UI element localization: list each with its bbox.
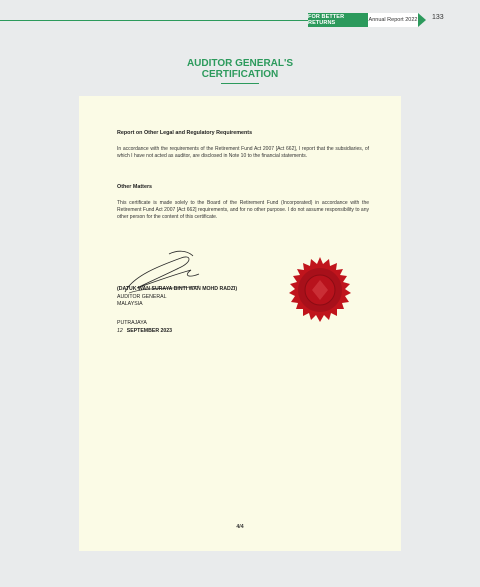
signatory-title: AUDITOR GENERAL bbox=[117, 293, 167, 300]
section-text-other: This certificate is made solely to the Board of the Retirement Fund (Incorporated) in accordance with the Retirement Fund Act 2007 [Act 662] requirements, and for no other purpose. I do not assume responsibility to any other person for the content of this certificate. bbox=[117, 200, 369, 220]
header-tag: FOR BETTER RETURNS bbox=[308, 13, 368, 27]
page-title-line2: CERTIFICATION bbox=[201, 69, 279, 80]
report-label: Annual Report 2022 bbox=[368, 13, 418, 27]
section-heading-other: Other Matters bbox=[117, 184, 153, 190]
date-text: SEPTEMBER 2023 bbox=[126, 328, 173, 334]
signatory-block bbox=[117, 286, 237, 309]
chevron-right-icon bbox=[418, 13, 426, 27]
place-city: PUTRAJAYA bbox=[117, 320, 147, 326]
official-seal-icon bbox=[285, 256, 355, 326]
section-text-legal: In accordance with the requirements of the Retirement Fund Act 2007 [Act 662], I report that the subsidiaries, of which I have not acted as auditor, are disclosed in Note 10 to the financial statements. bbox=[117, 146, 369, 159]
section-heading-legal: Report on Other Legal and Regulatory Requirements bbox=[117, 130, 253, 136]
title-underline bbox=[221, 83, 259, 84]
page-number: 133 bbox=[432, 14, 444, 21]
date-day: 12 bbox=[117, 328, 123, 334]
signatory-name: (DATUK WAN SURAYA BINTI WAN MOHD RADZI) bbox=[117, 286, 238, 292]
document-page-indicator: 4/4 bbox=[236, 524, 244, 530]
page-title bbox=[0, 58, 480, 80]
place-date-block bbox=[117, 319, 172, 335]
signatory-country: MALAYSIA bbox=[117, 301, 143, 307]
page-title-line1: AUDITOR GENERAL'S bbox=[186, 58, 294, 69]
certificate-sheet bbox=[79, 96, 401, 551]
